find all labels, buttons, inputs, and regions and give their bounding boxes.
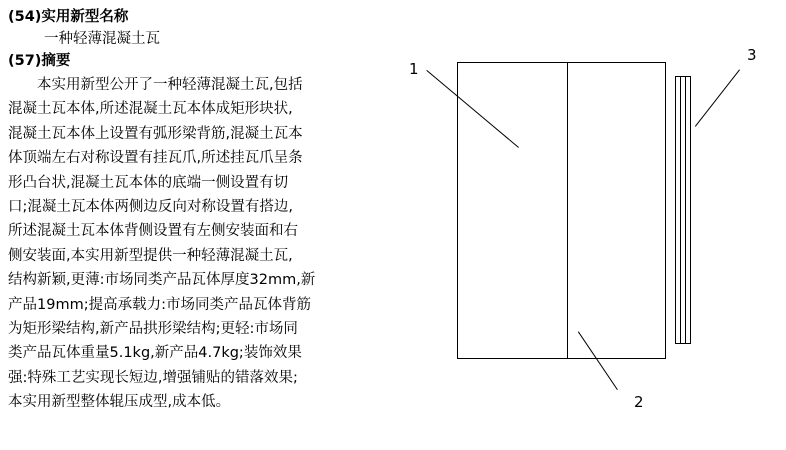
abstract-line: 体顶端左右对称设置有挂瓦爪,所述挂瓦爪呈条 bbox=[8, 150, 303, 167]
abstract-line: 形凸台状,混凝土瓦本体的底端一侧设置有切 bbox=[8, 174, 289, 191]
tile-outline-left-edge bbox=[457, 62, 458, 358]
abstract-line: 产品19mm;提高承载力:市场同类产品瓦体背筋 bbox=[8, 296, 311, 313]
leader-line-2 bbox=[578, 331, 618, 390]
tile-edge-strip-top-cap bbox=[675, 76, 691, 77]
leader-line-1 bbox=[426, 70, 519, 148]
abstract-line: 口;混凝土瓦本体两侧边反向对称设置有搭边, bbox=[8, 199, 293, 216]
abstract-line: 强:特殊工艺实现长短边,增强铺贴的错落效果; bbox=[8, 369, 298, 386]
tile-edge-strip-4 bbox=[690, 76, 691, 343]
tile-outline-bottom-edge bbox=[457, 358, 666, 359]
section-heading-invention-name: (54)实用新型名称 bbox=[8, 9, 129, 25]
tile-outline-top-edge bbox=[457, 62, 666, 63]
reference-label-3: 3 bbox=[747, 46, 757, 64]
tile-outline-right-edge bbox=[665, 62, 666, 358]
section-heading-abstract: (57)摘要 bbox=[8, 53, 71, 69]
abstract-line: 所述混凝土瓦本体背侧设置有左侧安装面和右 bbox=[8, 223, 298, 240]
abstract-line: 本实用新型公开了一种轻薄混凝土瓦,包括 bbox=[37, 77, 303, 93]
tile-edge-strip-1 bbox=[675, 76, 676, 343]
abstract-line: 混凝土瓦本体,所述混凝土瓦本体成矩形块状, bbox=[8, 101, 293, 118]
abstract-line: 本实用新型整体辊压成型,成本低。 bbox=[8, 394, 231, 411]
tile-inner-division-line bbox=[567, 62, 568, 358]
abstract-line: 混凝土瓦本体上设置有弧形梁背筋,混凝土瓦本 bbox=[8, 125, 303, 142]
reference-label-1: 1 bbox=[409, 60, 419, 78]
abstract-line: 类产品瓦体重量5.1kg,新产品4.7kg;装饰效果 bbox=[8, 345, 302, 362]
tile-edge-strip-3 bbox=[685, 76, 686, 343]
tile-figure bbox=[395, 0, 786, 450]
leader-line-3 bbox=[695, 69, 740, 126]
abstract-text-column bbox=[8, 6, 388, 415]
abstract-line: 为矩形梁结构,新产品拱形梁结构;更轻:市场同 bbox=[8, 321, 298, 338]
reference-label-2: 2 bbox=[634, 393, 644, 411]
abstract-body bbox=[8, 73, 388, 415]
invention-title: 一种轻薄混凝土瓦 bbox=[44, 31, 160, 47]
tile-edge-strip-2 bbox=[680, 76, 681, 343]
abstract-line: 结构新颖,更薄:市场同类产品瓦体厚度32mm,新 bbox=[8, 272, 316, 289]
tile-edge-strip-bottom-cap bbox=[675, 343, 691, 344]
abstract-line: 侧安装面,本实用新型提供一种轻薄混凝土瓦, bbox=[8, 247, 293, 264]
